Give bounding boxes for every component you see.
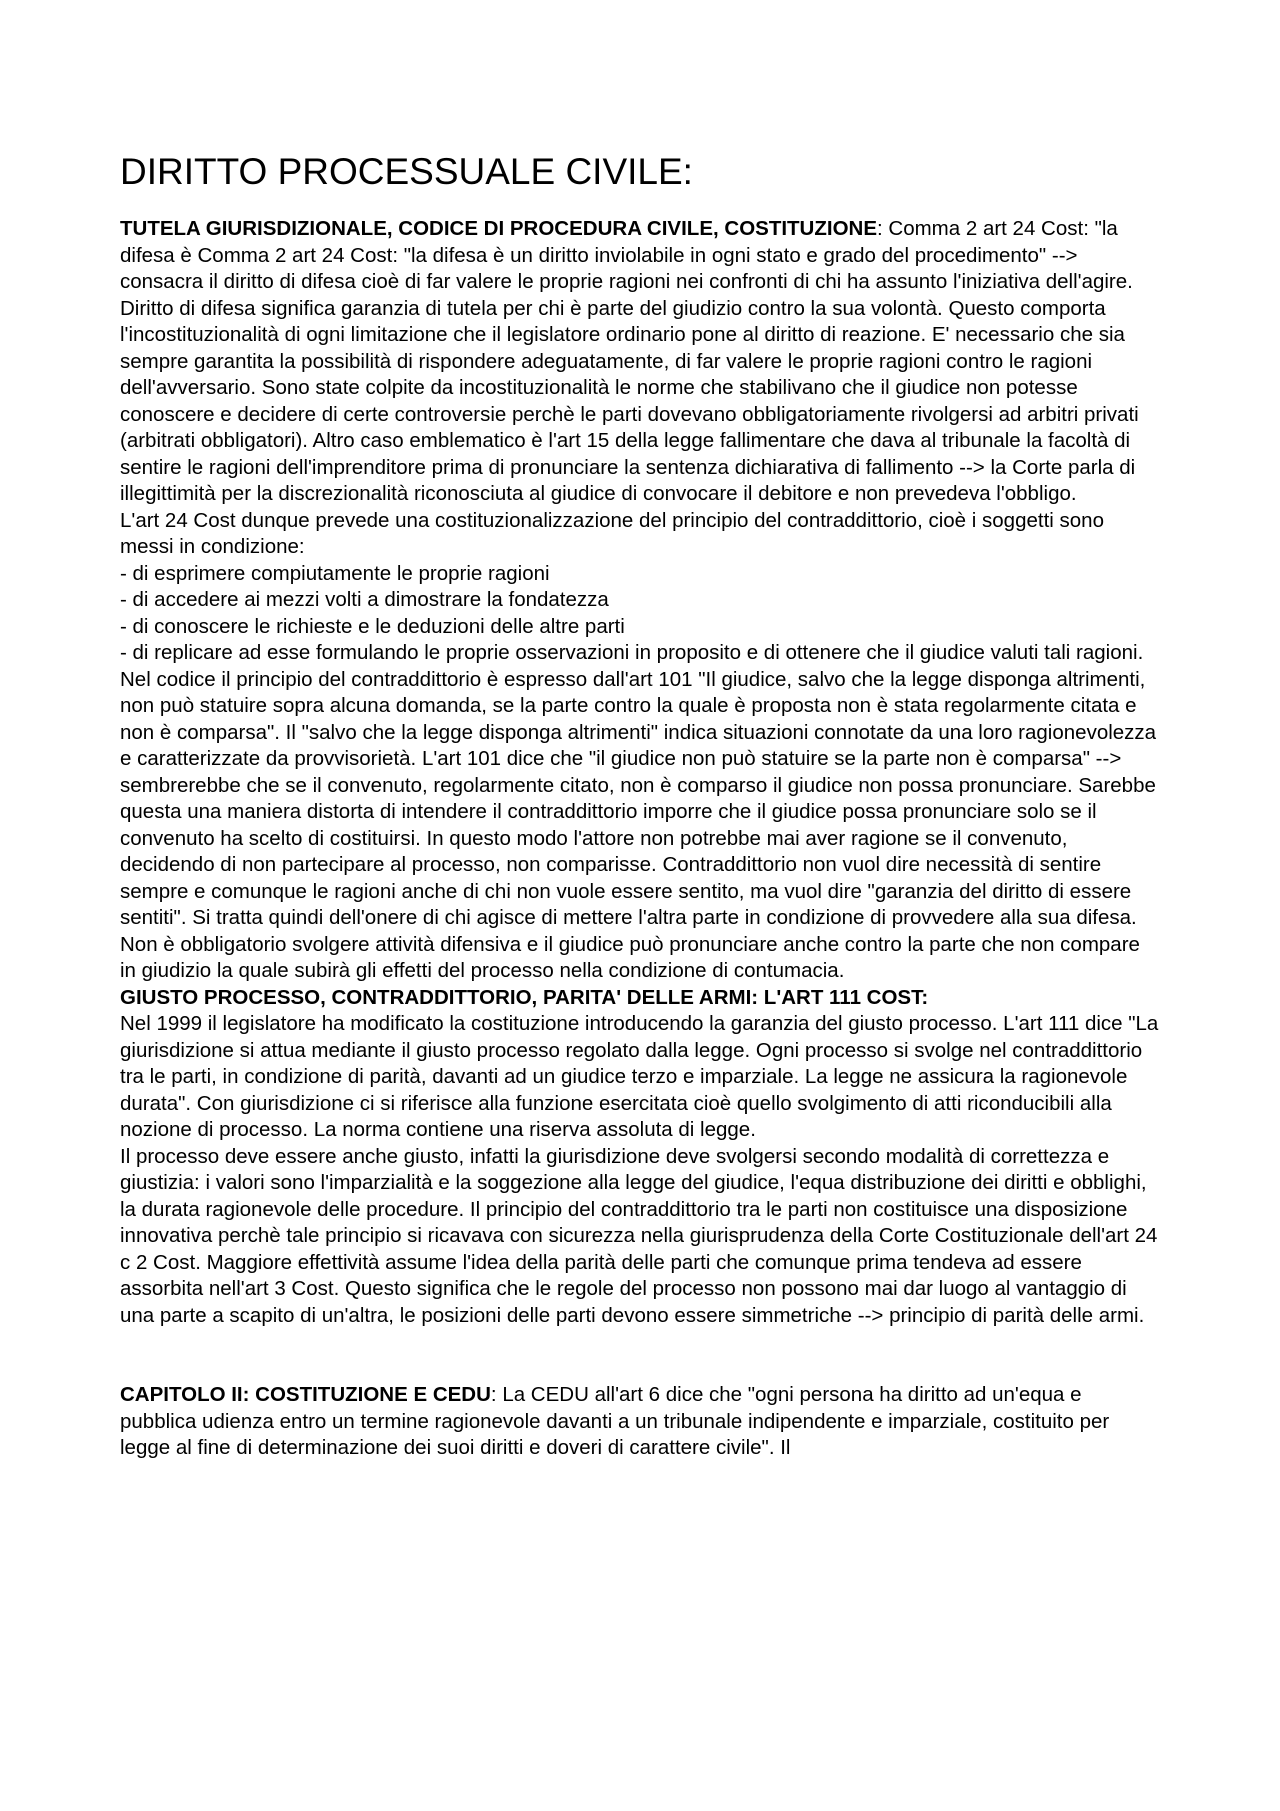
paragraph-contraddittorio: L'art 24 Cost dunque prevede una costituzionalizzazione del principio del contraddittorio, cioè i soggetti sono messi in condizione: [120,508,1104,559]
section-spacer [120,1329,1160,1382]
section-cedu-intro: : La CEDU all'art 6 dice che "ogni persona ha diritto ad un'equa e pubblica udienza entro un termine ragionevole davanti a un tribunale indipendente e imparziale, costituito per legge al fine di determinazione dei suoi diritti e doveri di carattere civile". Il [120,1383,1110,1460]
section-heading-tutela: TUTELA GIURISDIZIONALE, CODICE DI PROCEDURA CIVILE, COSTITUZIONE [120,217,877,241]
section-heading-cedu: CAPITOLO II: COSTITUZIONE E CEDU [120,1383,491,1407]
paragraph-giusto-processo: Il processo deve essere anche giusto, infatti la giurisdizione deve svolgersi secondo modalità di correttezza e giustizia: i valori sono l'imparzialità e la soggezione alla legge del giudice, l'equa distribuzione dei diritti e obblighi, la durata ragionevole delle procedure. Il principio del contraddittorio tra le parti non costituisce una disposizione innovativa perchè tale principio si ricavava con sicurezza nella giurisprudenza della Corte Costituzionale dell'art 24 c 2 Cost. Maggiore effettività assume l'idea della parità delle parti che comunque prima tendeva ad essere assorbita nell'art 3 Cost. Questo significa che le regole del processo non possono mai dar luogo al vantaggio di una parte a scapito di un'altra, le posizioni delle parti devono essere simmetriche --> principio di parità delle armi. [120,1144,1158,1327]
paragraph-art-101: Nel codice il principio del contraddittorio è espresso dall'art 101 "Il giudice, salvo che la legge disponga altrimenti, non può statuire sopra alcuna domanda, se la parte contro la quale è proposta non è stata regolarmente citata e non è comparsa". Il "salvo che la legge disponga altrimenti" indica situazioni connotate da una loro ragionevolezza e caratterizzate da provvisorietà. L'art 101 dice che "il giudice non può statuire se la parte non è comparsa" --> sembrerebbe che se il convenuto, regolarmente citato, non è comparso il giudice non possa pronunciare. Sarebbe questa una maniera distorta di intendere il contraddittorio imporre che il giudice possa pronunciare solo se il convenuto ha scelto di costituirsi. In questo modo l'attore non potrebbe mai aver ragione se il convenuto, decidendo di non partecipare al processo, non comparisse. Contraddittorio non vuol dire necessità di sentire sempre e comunque le ragioni anche di chi non vuole essere sentito, ma vuol dire "garanzia del diritto di essere sentiti". Si tratta quindi dell'onere di chi agisce di mettere l'altra parte in condizione di provvedere alla sua difesa. Non è obbligatorio svolgere attività difensiva e il giudice può pronunciare anche contro la parte che non compare in giudizio la quale subirà gli effetti del processo nella condizione di contumacia. [120,667,1157,983]
document-page [120,150,1160,1462]
list-item: - di conoscere le richieste e le deduzioni delle altre parti [120,614,625,638]
list-item: - di esprimere compiutamente le proprie ragioni [120,561,550,585]
paragraph-art-111: Nel 1999 il legislatore ha modificato la costituzione introducendo la garanzia del giusto processo. L'art 111 dice "La giurisdizione si attua mediante il giusto processo regolato dalla legge. Ogni processo si svolge nel contraddittorio tra le parti, in condizione di parità, davanti ad un giudice terzo e imparziale. La legge ne assicura la ragionevole durata". Con giurisdizione ci si riferisce alla funzione esercitata cioè quello svolgimento di atti riconducibili alla nozione di processo. La norma contiene una riserva assoluta di legge. [120,1012,1159,1142]
section-cedu [120,1382,1160,1462]
document-body [120,216,1160,1462]
section-tutela-intro: : Comma 2 art 24 Cost: "la difesa è Comma 2 art 24 Cost: "la difesa è un diritto inviolabile in ogni stato e grado del procedimento" --> consacra il diritto di difesa cioè di far valere le proprie ragioni nei confronti di chi ha assunto l'iniziativa dell'agire. Diritto di difesa significa garanzia di tutela per chi è parte del giudizio contro la sua volontà. Questo comporta l'incostituzionalità di ogni limitazione che il legislatore ordinario pone al diritto di reazione. E' necessario che sia sempre garantita la possibilità di rispondere adeguatamente, di far valere le proprie ragioni contro le ragioni dell'avversario. Sono state colpite da incostituzionalità le norme che stabilivano che il giudice non potesse conoscere e decidere di certe controversie perchè le parti dovevano obbligatoriamente rivolgersi ad arbitri privati (arbitrati obbligatori). Altro caso emblematico è l'art 15 della legge fallimentare che dava al tribunale la facoltà di sentire le ragioni dell'imprenditore prima di pronunciare la sentenza dichiarativa di fallimento --> la Corte parla di illegittimità per la discrezionalità riconosciuta al giudice di convocare il debitore e non prevedeva l'obbligo. [120,217,1139,506]
section-heading-giusto-processo: GIUSTO PROCESSO, CONTRADDITTORIO, PARITA' DELLE ARMI: L'ART 111 COST: [120,985,929,1009]
section-tutela [120,216,1160,508]
list-item: - di replicare ad esse formulando le proprie osservazioni in proposito e di ottenere che il giudice valuti tali ragioni. [120,641,1144,665]
list-item: - di accedere ai mezzi volti a dimostrare la fondatezza [120,588,609,612]
document-title: DIRITTO PROCESSUALE CIVILE: [120,151,693,192]
